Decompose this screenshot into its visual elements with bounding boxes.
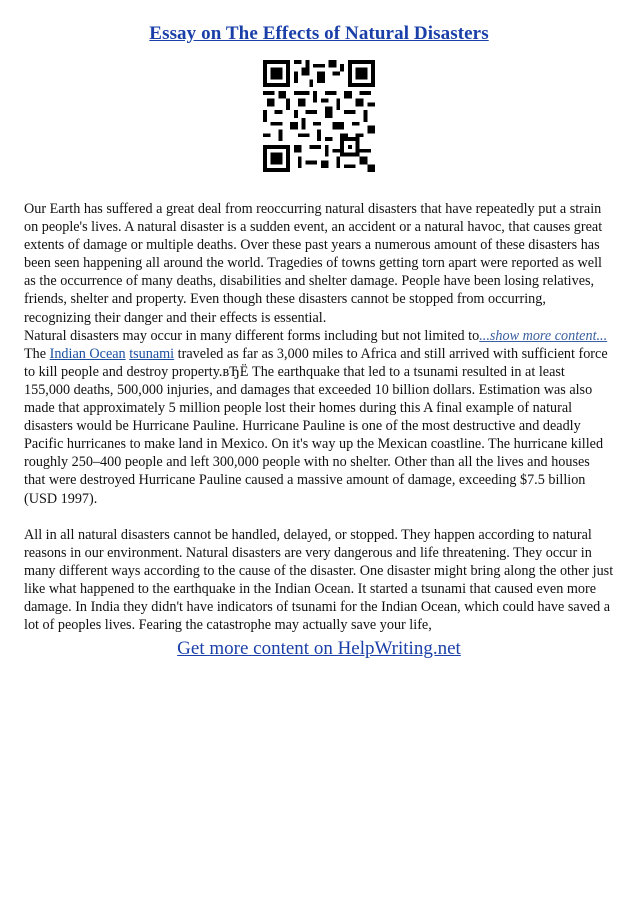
get-more-content-link[interactable]: Get more content on HelpWriting.net [177,638,461,659]
essay-body [24,200,614,634]
paragraph-intro: Our Earth has suffered a great deal from reoccurring natural disasters that have repeatedly put a strain on people's lives. A natural disaster is a sudden event, an accident or a natural havoc, that causes great extents of damage or multiple deaths. Over these past years a numerous amount of these disasters has been seen happening all around the world. Tragedies of towns getting torn apart were reported as well as the occurrence of many deaths, disabilities and shelter damage. People have been losing relatives, friends, shelter and property. Even though these disasters cannot be stopped from occurring, recognizing their danger and their effects is essential. [24,201,603,326]
show-more-link[interactable]: ...show more content... [479,327,608,344]
paragraph-tsunami-text: traveled as far as 3,000 miles to Africa and still arrived with sufficient force to kill people and destroy property.вЂЁ The earthquake that led to a tsunami resulted in at least 155,000 deaths, 500,000 injuries, and damages that exceeded 10 billion dollars. Estimation was also made that approximately 5 million people lost their homes during this A final example of natural disasters would be Hurricane Pauline. Hurricane Pauline is one of the most destructive and deadly Pacific hurricanes to make land in Mexico. On it's way up the Mexican coastline. The hurricane killed roughly 250–400 people and left 300,000 people with no shelter. Other than all the lives and houses that were destroyed Hurricane Pauline caused a massive amount of damage, exceeding $7.5 billion (USD 1997). [24,345,608,507]
paragraph-conclusion: All in all natural disasters cannot be handled, delayed, or stopped. They happen according to natural reasons in our environment. Natural disasters are very dangerous and life threatening. They occur in many different ways according to the cause of the disaster. One disaster might bring along the other just like what happened to the earthquake in the Indian Ocean. It started a tsunami that caused even more damage. In India they didn't have indicators of tsunami for the Indian Ocean, which could have saved a lot of peoples lives. Fearing the catastrophe may actually save your life, [24,526,614,634]
tsunami-link[interactable]: tsunami [129,345,175,362]
paragraph-forms-text: Natural disasters may occur in many different forms including but not limited to [24,327,480,344]
paragraph-forms [24,327,614,345]
essay-title[interactable]: Essay on The Effects of Natural Disasters [149,23,489,44]
paragraph-tsunami-prefix: The [24,345,47,362]
qr-code [263,60,375,172]
paragraph-tsunami [24,345,614,508]
indian-ocean-link[interactable]: Indian Ocean [49,345,126,362]
